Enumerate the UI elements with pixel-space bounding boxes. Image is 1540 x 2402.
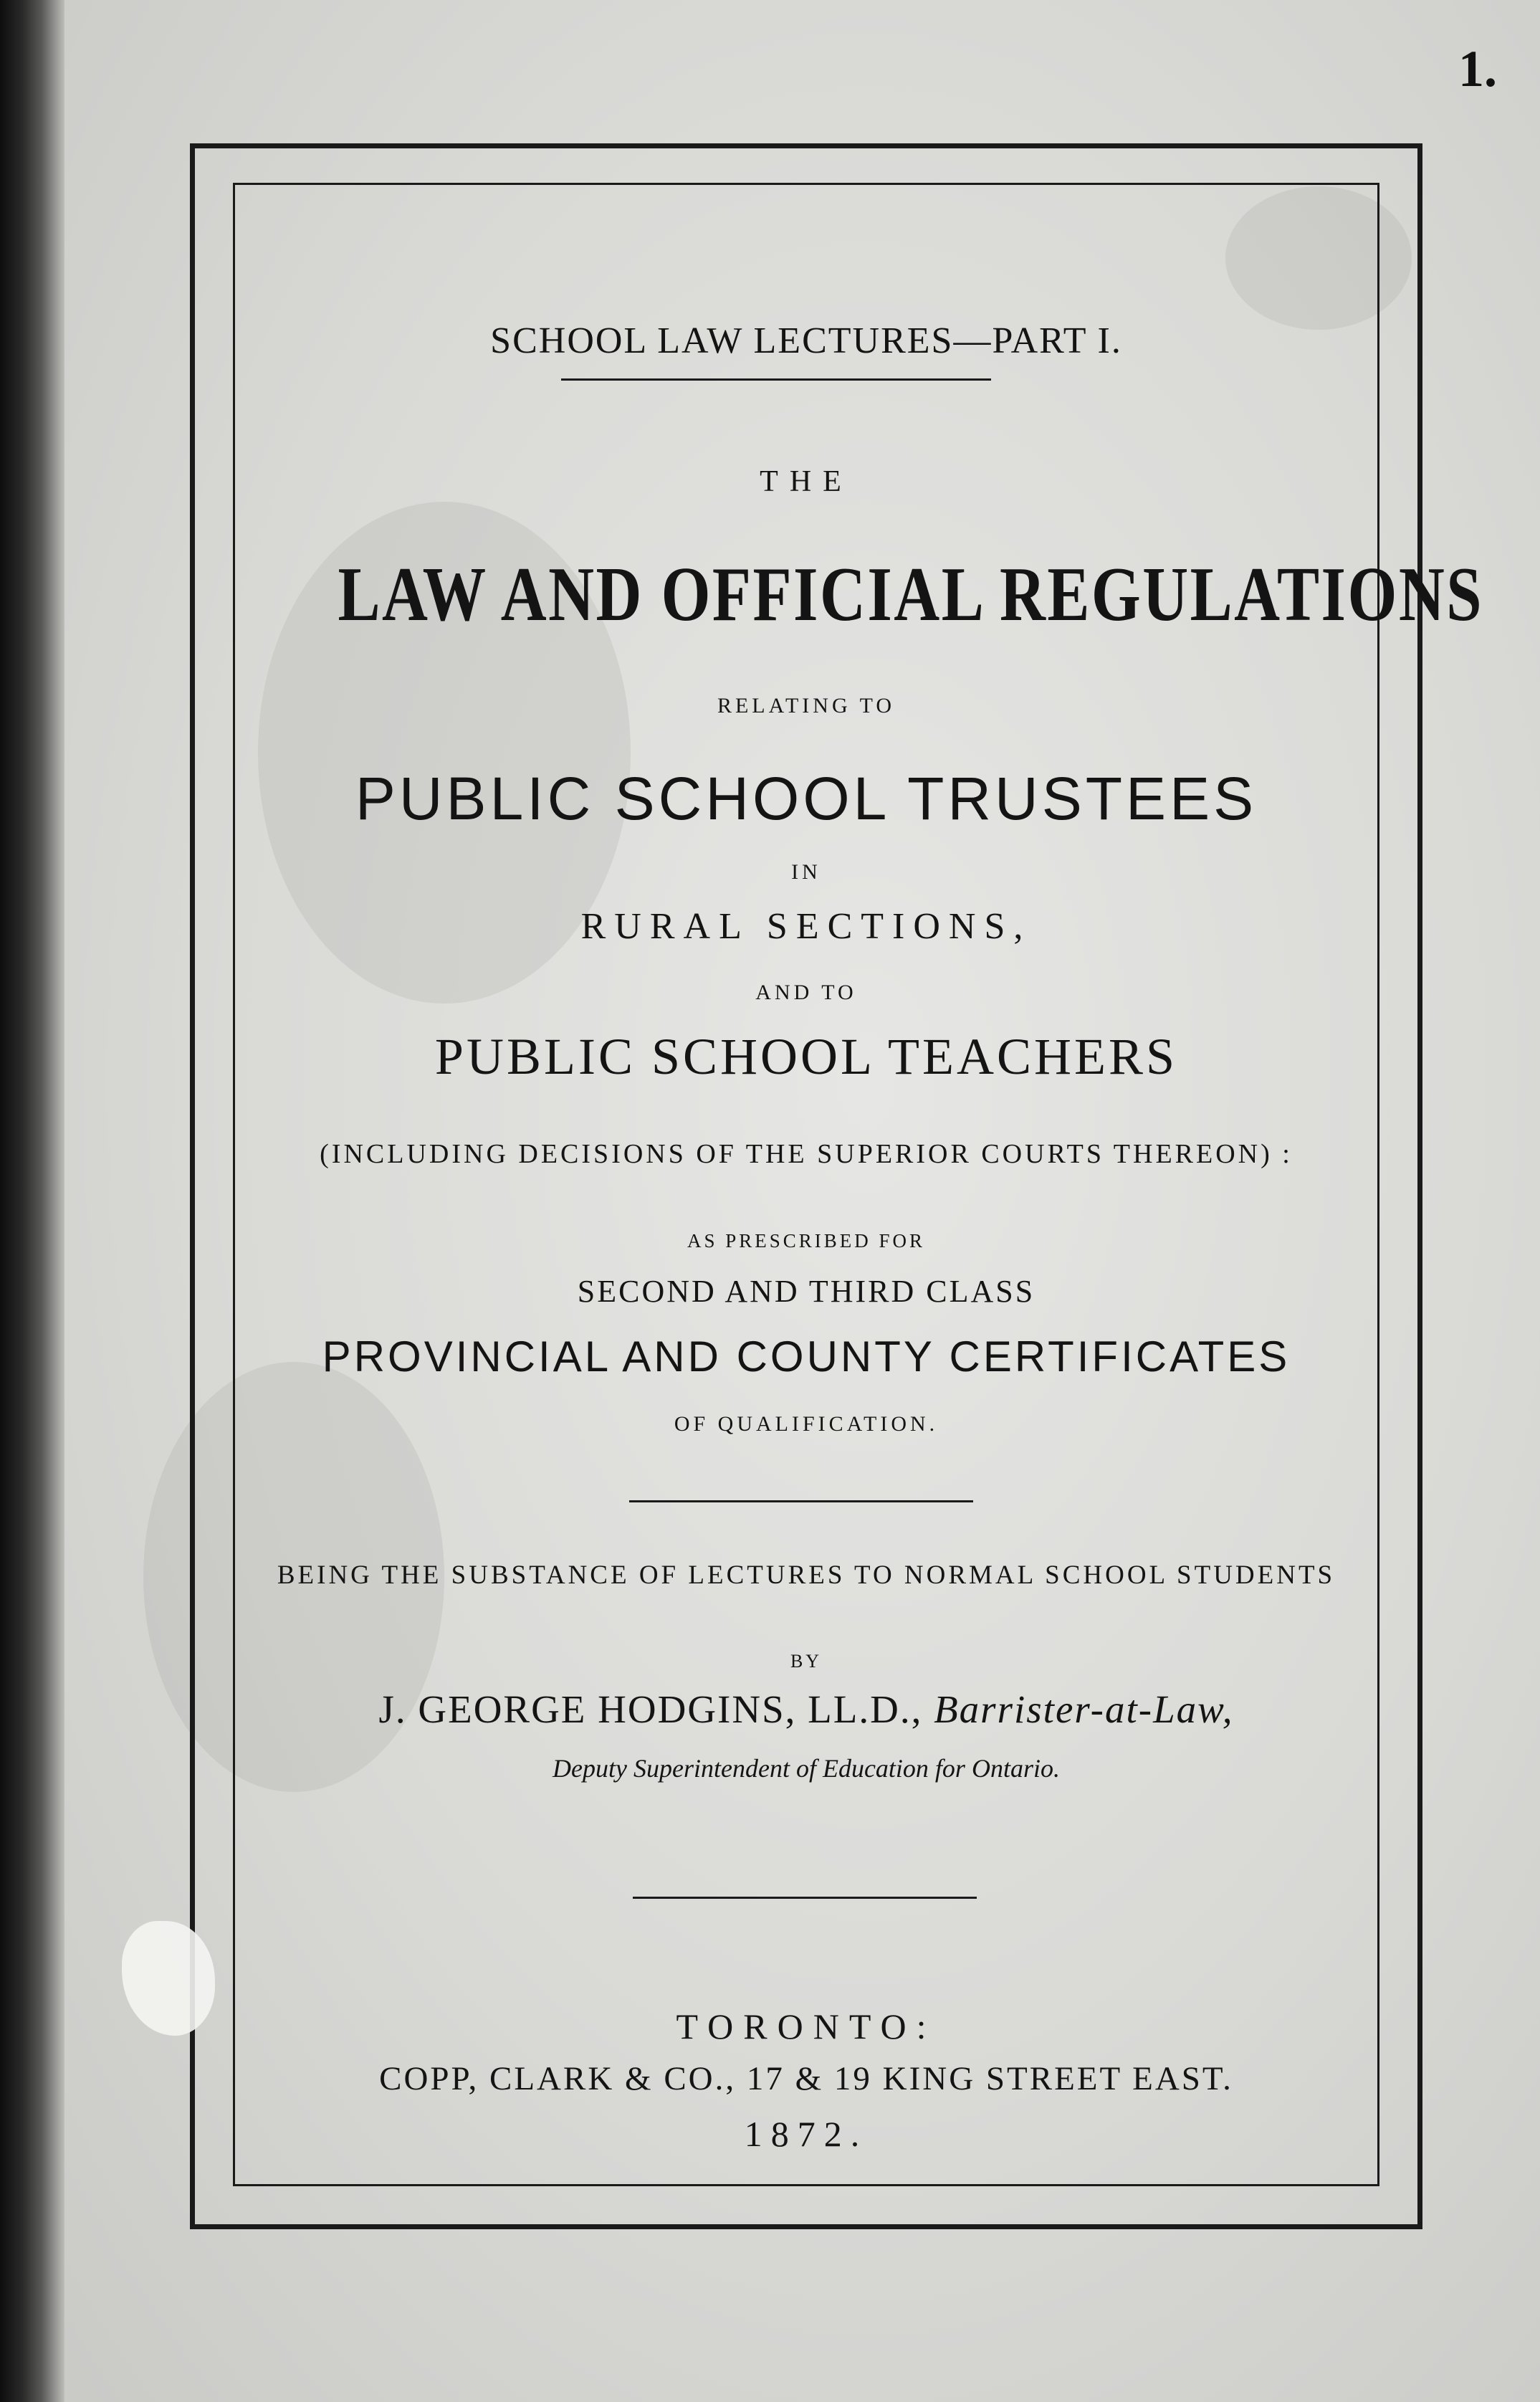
class-levels: SECOND AND THIRD CLASS <box>577 1274 1036 1309</box>
teachers-heading: PUBLIC SCHOOL TEACHERS <box>434 1028 1178 1085</box>
scanned-page <box>43 0 1540 2402</box>
prescribed-for: AS PRESCRIBED FOR <box>687 1230 926 1252</box>
certificates-heading: PROVINCIAL AND COUNTY CERTIFICATES <box>322 1333 1291 1381</box>
divider-rule <box>629 1500 973 1502</box>
imprint-city: TORONTO: <box>676 2006 937 2046</box>
qualification: OF QUALIFICATION. <box>674 1412 939 1436</box>
by-connector: BY <box>790 1651 823 1672</box>
trustees-heading: PUBLIC SCHOOL TRUSTEES <box>355 765 1258 832</box>
title-article: THE <box>760 465 853 498</box>
author-name: J. GEORGE HODGINS, LL.D., <box>378 1687 923 1731</box>
page-number: 1. <box>1458 40 1497 97</box>
series-title: SCHOOL LAW LECTURES—PART I. <box>490 320 1122 361</box>
imprint-publisher: COPP, CLARK & CO., 17 & 19 KING STREET EAST. <box>379 2060 1233 2097</box>
lecture-description: BEING THE SUBSTANCE OF LECTURES TO NORMAL SCHOOL STUDENTS <box>277 1560 1336 1590</box>
rural-sections: RURAL SECTIONS, <box>580 906 1032 947</box>
author-position: Deputy Superintendent of Education for Ontario. <box>553 1754 1060 1783</box>
in-connector: IN <box>791 860 821 884</box>
book-binding-edge <box>0 0 64 2402</box>
and-to-connector: AND TO <box>755 981 857 1004</box>
title-page-content <box>235 185 1483 2184</box>
divider-rule <box>633 1897 977 1899</box>
author-line <box>235 1687 1377 1732</box>
relating-to: RELATING TO <box>717 694 896 718</box>
including-decisions: (INCLUDING DECISIONS OF THE SUPERIOR COURTS THEREON) : <box>320 1139 1293 1169</box>
imprint-year: 1872. <box>744 2114 869 2154</box>
main-title: LAW AND OFFICIAL REGULATIONS <box>338 552 1483 637</box>
author-title: Barrister-at-Law, <box>934 1687 1234 1731</box>
divider-rule <box>561 378 991 381</box>
